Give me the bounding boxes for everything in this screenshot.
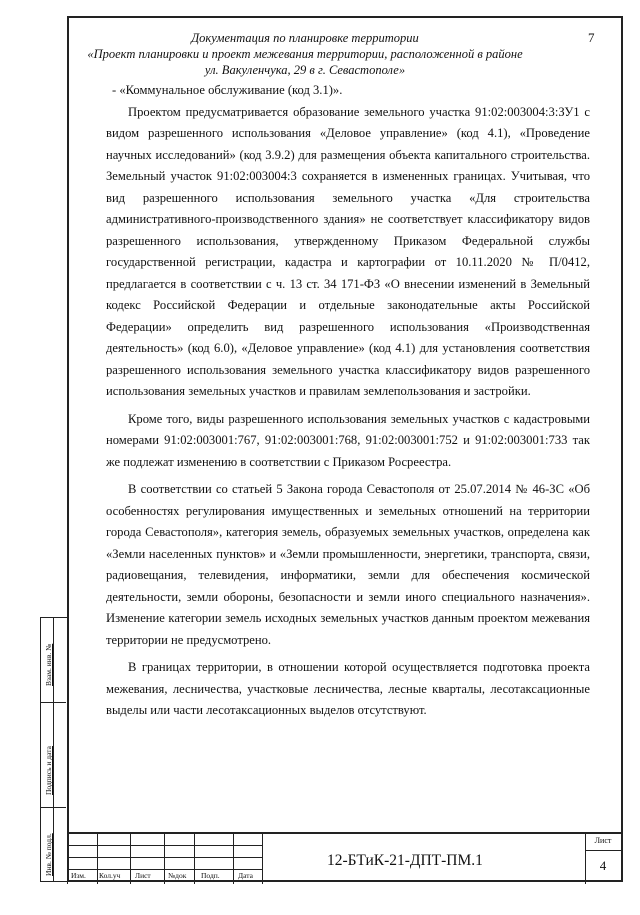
- paragraph-land-category: В соответствии со статьей 5 Закона города Севастополя от 25.07.2014 № 46-ЗС «Об особенностях регулирования имущественных и земельных отношений на территории города Севастополя», категория земель, образуемых земельных участков, определена как «Земли населенных пунктов» и «Земли промышленности, энергетики, транспорта, связи, радиовещания, телевидения, информатики, земли для обеспечения космической деятельности, земли обороны, безопасности и земли иного специального назначения». Изменение категории земель исходных земельных участков данным проектом межевания территории не предусмотрено.: [106, 482, 590, 647]
- side-cell-replace-inv: [41, 618, 66, 703]
- side-cell-signature: [41, 703, 66, 808]
- side-stamp: [40, 617, 67, 882]
- title-block-col: [164, 834, 165, 884]
- header-line-3: ул. Вакуленчука, 29 в г. Севастополе»: [204, 63, 406, 77]
- sheet-box: [585, 834, 623, 884]
- header-line-2: «Проект планировки и проект межевания территории, расположенной в районе: [87, 47, 523, 61]
- side-label-replace-inv: Взам. инв. №: [44, 643, 53, 686]
- paragraph-land-plot: Проектом предусматривается образование земельного участка 91:02:003004:3:ЗУ1 с видом разрешенного использования «Деловое управление» (код 4.1), «Проведение научных исследований» (код 3.9.2) для размещения объекта капитального строительства. Земельный участок 91:02:003004:3 сохраняется в измененных границах. Учитывая, что вид разрешенного использования земельного участка «Для строительства административного-производственного здания» не соответствует классификатору видов разрешенного использования, утвержденному Приказом Федеральной службы государственной регистрации, кадастра и картографии от 10.11.2020 № П/0412, предлагается в соответствии с ч. 13 ст. 34 171-ФЗ «О внесении изменений в Земельный кодекс Российской Федерации и отдельные законодательные акты Российской Федерации» определить вид разрешенного использования «Производственная деятельность» (код 6.0), «Деловое управление» (код 4.1) для установления соответствия разрешенного использования земельного участка классификатору видов разрешенного использования земельных участков и правилам землепользования и застройки.: [106, 104, 590, 398]
- title-block-col: [194, 834, 195, 884]
- col-podp: Подп.: [201, 871, 220, 880]
- col-data: Дата: [238, 871, 253, 880]
- col-koluch: Кол.уч: [99, 871, 121, 880]
- col-ndok: №док: [168, 871, 187, 880]
- title-block-col: [233, 834, 234, 884]
- side-label-signature: Подпись и дата: [44, 746, 53, 795]
- header-line-1: Документация по планировке территории: [191, 31, 419, 45]
- paragraph-forestry: В границах территории, в отношении которой осуществляется подготовка проекта межевания, лесничества, участковые лесничества, лесные кварталы, лесотаксационные выделы или части лесотаксационных выделов отсутствуют.: [106, 660, 590, 717]
- sheet-number: 4: [599, 858, 607, 873]
- page-number: 7: [588, 30, 595, 45]
- title-block-col: [97, 834, 98, 884]
- document-header: [70, 30, 540, 78]
- title-block-col: [67, 834, 68, 884]
- col-izm: Изм.: [71, 871, 86, 880]
- side-label-inv-number: Инв. № подл.: [44, 833, 53, 876]
- document-body: [106, 80, 590, 722]
- document-code: 12-БТиК-21-ДПТ-ПМ.1: [327, 852, 483, 869]
- title-block-col: [262, 834, 263, 884]
- paragraph-list-item: - «Коммунальное обслуживание (код 3.1)».: [112, 83, 343, 97]
- col-list: Лист: [135, 871, 151, 880]
- sheet-label: Лист: [594, 836, 612, 845]
- title-block: [67, 832, 623, 882]
- paragraph-cadastral: Кроме того, виды разрешенного использования земельных участков с кадастровыми номерами 91:02:003001:767, 91:02:003001:768, 91:02:003001:752 и 91:02:003001:733 так же подлежат изменению в соответствии с Приказом Росреестра.: [106, 411, 590, 469]
- side-cell-inv-number: [41, 808, 66, 883]
- title-block-col: [130, 834, 131, 884]
